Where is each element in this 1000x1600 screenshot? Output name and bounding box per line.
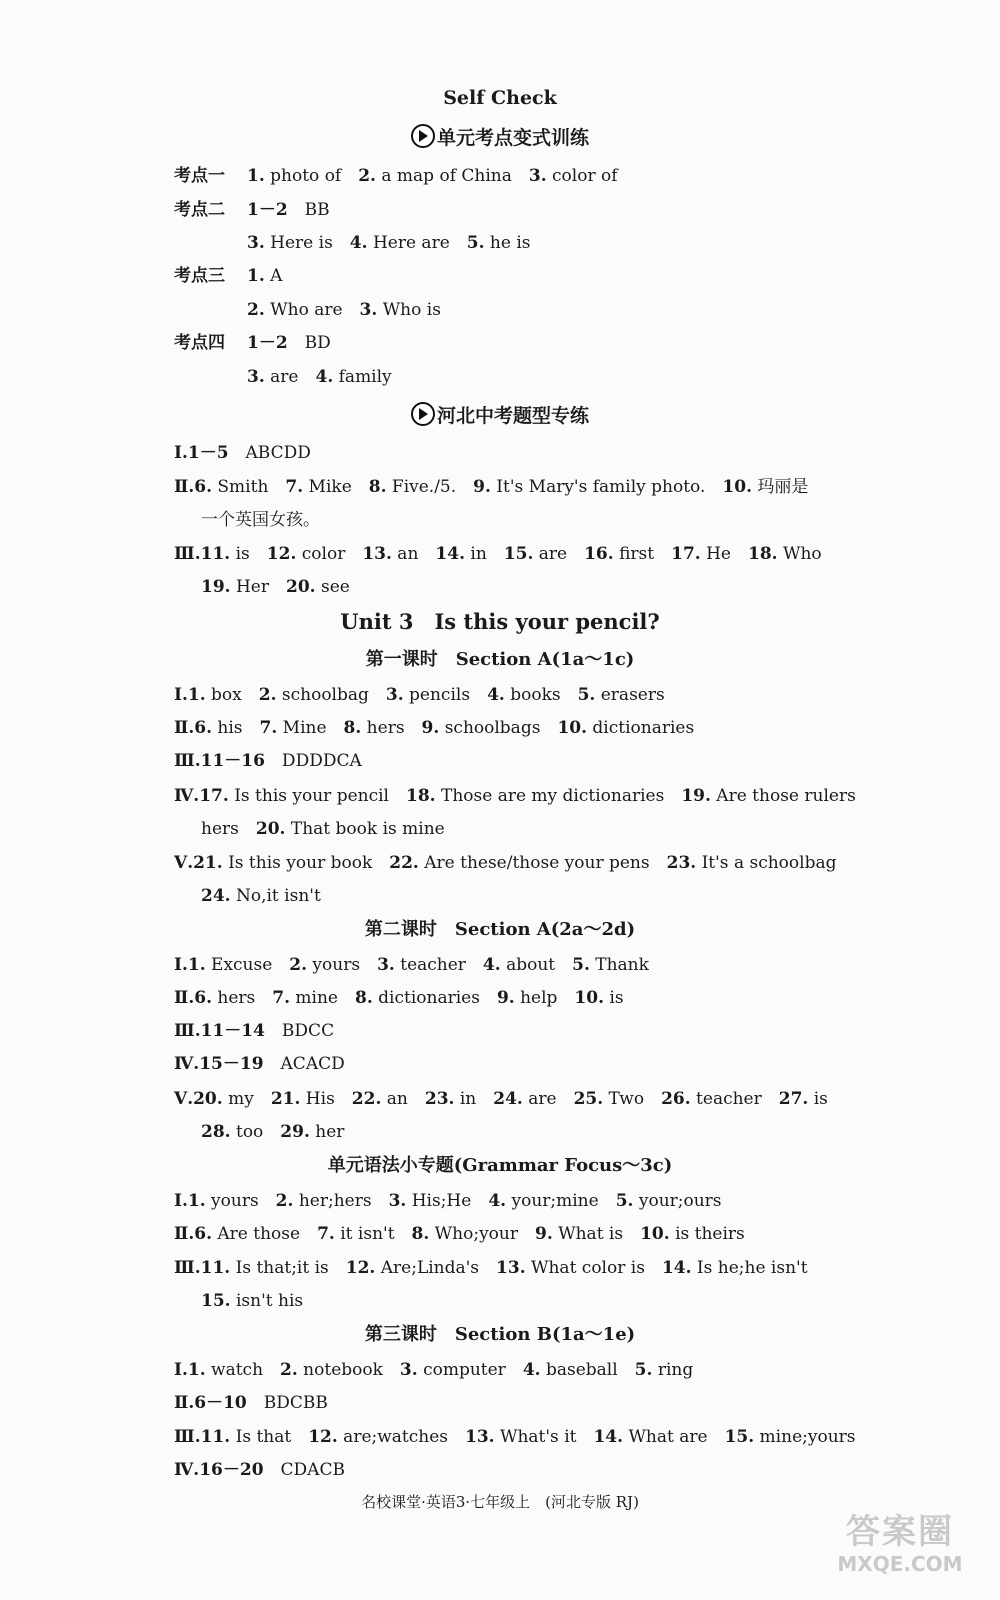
question-number: 8.: [355, 988, 373, 1008]
answer-text: about: [500, 955, 573, 975]
question-number: Ⅱ.6.: [174, 988, 212, 1008]
answer-text: schoolbag: [276, 685, 386, 705]
lesson1-heading: 第一课时 Section A(1a～1c): [365, 649, 635, 670]
answer-text: Are those rulers: [710, 786, 856, 806]
question-number: 12.: [308, 1427, 338, 1447]
question-number: 10.: [557, 718, 588, 738]
answer-text: ring: [652, 1360, 694, 1380]
question-number: 14.: [661, 1258, 692, 1278]
answer-text: He: [700, 544, 748, 564]
answer-text: Is this your book: [222, 853, 390, 873]
answer-text: photo of: [264, 166, 359, 186]
answer-text: Here are: [367, 233, 467, 253]
answer-text: It's Mary's family photo.: [490, 477, 723, 497]
question-number: 1－2: [247, 333, 288, 353]
question-number: 9.: [421, 718, 440, 738]
question-number: Ⅰ.1－5: [174, 443, 229, 463]
answer-text: What are: [623, 1427, 725, 1447]
answer-text: Is this your pencil: [228, 786, 406, 806]
watermark-logo: 答案圈 MXQE.COM: [837, 1512, 963, 1576]
answer-text: teacher: [394, 955, 483, 975]
question-number: Ⅱ.6.: [174, 1224, 212, 1244]
answer-text: your;ours: [633, 1191, 722, 1211]
answer-text: mine;yours: [754, 1427, 856, 1447]
question-number: Ⅳ.15－19: [174, 1054, 264, 1074]
answer-text: What is: [552, 1224, 641, 1244]
question-number: 15.: [201, 1291, 231, 1311]
answer-text: Who;your: [429, 1224, 535, 1244]
question-number: 23.: [666, 853, 697, 873]
question-number: 3.: [528, 166, 547, 186]
answer-text: in: [464, 544, 504, 564]
answer-text: Mike: [303, 477, 369, 497]
question-number: 15.: [503, 544, 534, 564]
question-number: 21.: [270, 1089, 301, 1109]
question-number: 17.: [671, 544, 701, 564]
question-number: 29.: [280, 1122, 310, 1142]
answer-text: her;hers: [293, 1191, 389, 1211]
answer-text: it isn't: [334, 1224, 412, 1244]
question-number: 15.: [724, 1427, 755, 1447]
question-number: 4.: [488, 1191, 507, 1211]
question-number: 4.: [487, 685, 505, 705]
question-number: 5.: [466, 233, 485, 253]
answer-text: he is: [484, 233, 531, 253]
question-number: 16.: [584, 544, 614, 564]
question-number: 5.: [572, 955, 590, 975]
page-title: Self Check: [443, 87, 557, 109]
question-number: 28.: [201, 1122, 231, 1142]
question-number: 13.: [465, 1427, 495, 1447]
question-number: 3.: [399, 1360, 418, 1380]
answer-text: BDCBB: [246, 1393, 328, 1413]
answer-text: teacher: [690, 1089, 779, 1109]
answer-text: computer: [417, 1360, 523, 1380]
answer-text: Mine: [277, 718, 344, 738]
question-number: Ⅲ.11－14: [174, 1021, 265, 1041]
answer-text: baseball: [540, 1360, 635, 1380]
question-number: 19.: [681, 786, 711, 806]
question-number: Ⅳ.16－20: [174, 1460, 264, 1480]
question-number: 22.: [389, 853, 419, 873]
question-number: Ⅱ.6－10: [174, 1393, 247, 1413]
question-number: 27.: [778, 1089, 809, 1109]
answer-text: Is that;it is: [230, 1258, 346, 1278]
answer-text: first: [613, 544, 672, 564]
unit-title: Unit 3 Is this your pencil?: [340, 609, 660, 634]
answer-text: mine: [290, 988, 355, 1008]
answer-text: Those are my dictionaries: [435, 786, 682, 806]
question-number: 4.: [482, 955, 501, 975]
question-number: 3.: [247, 233, 265, 253]
answer-text: schoolbags: [439, 718, 558, 738]
answer-text: No,it isn't: [230, 886, 321, 906]
question-number: 10.: [574, 988, 604, 1008]
question-number: 4.: [349, 233, 368, 253]
question-number: 2.: [258, 685, 277, 705]
question-number: Ⅰ.1.: [174, 685, 206, 705]
question-number: Ⅳ.17.: [174, 786, 229, 806]
question-number: 22.: [351, 1089, 382, 1109]
answer-text: is: [604, 988, 624, 1008]
answer-text: Smith: [212, 477, 286, 497]
question-number: 10.: [640, 1224, 670, 1244]
answer-text: are: [522, 1089, 574, 1109]
answer-page: Self Check 单元考点变式训练 考点一 1. photo of 2. a map of China 3. color of 考点二 1－2 BB 3. Here is 4. Here are 5. he is 考点三 1. A 2. Who are 3. Who is 考点四 1－2 BD 3. are 4. family 河北中考题型专练 Ⅰ.1－5 ABCDD Ⅱ.6. Smith 7. Mike 8. Five./5. 9. It's Mary's family photo. 10. 玛丽是 一个英国女孩。 Ⅲ.11. is 12. color 13. an 14. in 15. are 16. first 17. He 18. Who 19. Her 20. see Unit 3 Is this your pencil? 第一课时 Section A(1a～1c) Ⅰ.1. box 2. schoolbag 3. pencils 4. books 5. erasers Ⅱ.6. his 7. Mine 8. hers 9. schoolbags 10. dictionaries Ⅲ.11－16 DDDDCA Ⅳ.17. Is this your pencil 18. Those are my dictionaries 19. Are those rulers hers 20. That book is mine Ⅴ.21. Is this your book 22. Are these/those your pens 23. It's a schoolbag 24. No,it isn't 第二课时 Section A(2a～2d) Ⅰ.1. Excuse 2. yours 3. teacher 4. about 5. Thank Ⅱ.6. hers 7. mine 8. dictionaries 9. help 10. is Ⅲ.11－14 BDCC Ⅳ.15－19 ACACD Ⅴ.20. my 21. His 22. an 23. in 24. are 25. Two 26. teacher 27. is 28. too 29. her 单元语法小专题(Grammar Focus～3c) Ⅰ.1. yours 2. her;hers 3. His;He 4. your;mine 5. your;ours Ⅱ.6. Are those 7. it isn't 8. Who;your 9. What is 10. is theirs Ⅲ.11. Is that;it is 12. Are;Linda's 13. What color is 14. Is he;he isn't 15. isn't his 第三课时 Section B(1a～1e) Ⅰ.1. watch 2. notebook 3. computer 4. baseball 5. ring Ⅱ.6－10 BDCBB Ⅲ.11. Is that 12. are;watches 13. What's it 14. What are 15. mine;yours Ⅳ.16－20 CDACB 名校课堂·英语3·七年级上 (河北专版 RJ) 答案圈 MXQE.COM: [0, 0, 1000, 1600]
question-number: 7.: [317, 1224, 335, 1244]
answer-text: Five./5.: [386, 477, 474, 497]
question-number: 25.: [573, 1089, 604, 1109]
question-number: 9.: [496, 988, 515, 1008]
question-number: Ⅴ.20.: [174, 1089, 223, 1109]
answer-text: Who: [777, 544, 822, 564]
question-number: Ⅰ.1.: [174, 1360, 206, 1380]
page-footer: 名校课堂·英语3·七年级上 (河北专版 RJ): [361, 1493, 639, 1511]
question-number: 20.: [255, 819, 286, 839]
answer-text: yours: [205, 1191, 276, 1211]
answer-text: watch: [205, 1360, 281, 1380]
answer-text: isn't his: [230, 1291, 304, 1311]
answer-text: CDACB: [263, 1460, 345, 1480]
answer-text: an: [391, 544, 436, 564]
question-number: 7.: [259, 718, 278, 738]
answer-text: are: [533, 544, 585, 564]
question-number: 2.: [247, 300, 265, 320]
question-number: 9.: [473, 477, 491, 497]
question-number: 4.: [522, 1360, 541, 1380]
lesson2-heading: 第二课时 Section A(2a～2d): [364, 919, 636, 940]
lesson3-heading: 第三课时 Section B(1a～1e): [364, 1324, 636, 1345]
question-number: 19.: [201, 577, 231, 597]
answer-text: notebook: [297, 1360, 400, 1380]
question-number: Ⅲ.11.: [174, 1258, 231, 1278]
answer-text: His;He: [406, 1191, 489, 1211]
question-number: 12.: [345, 1258, 376, 1278]
answer-text: erasers: [595, 685, 665, 705]
arrow-circle-icon: [411, 124, 435, 148]
answer-text: box: [205, 685, 259, 705]
question-number: 1－2: [247, 200, 288, 220]
question-number: 5.: [634, 1360, 653, 1380]
grammar-heading: 单元语法小专题(Grammar Focus～3c): [327, 1155, 673, 1176]
question-number: Ⅲ.11－16: [174, 751, 265, 771]
question-number: 12.: [266, 544, 297, 564]
answer-text: DDDDCA: [264, 751, 362, 771]
question-number: 23.: [424, 1089, 455, 1109]
answer-text: dictionaries: [587, 718, 695, 738]
question-number: 13.: [362, 544, 392, 564]
answer-text: books: [504, 685, 578, 705]
question-number: 3.: [359, 300, 378, 320]
question-number: 18.: [747, 544, 778, 564]
question-number: 4.: [315, 367, 334, 387]
question-number: 20.: [286, 577, 316, 597]
answer-text: BDCC: [264, 1021, 335, 1041]
answer-text: Two: [603, 1089, 662, 1109]
answer-text: What color is: [525, 1258, 662, 1278]
arrow-circle-icon: [411, 402, 435, 426]
question-number: Ⅱ.6.: [174, 718, 212, 738]
answer-text: help: [514, 988, 575, 1008]
question-number: 14.: [593, 1427, 624, 1447]
question-number: 3.: [377, 955, 395, 975]
answer-text: my: [222, 1089, 271, 1109]
section-heading-hebei: 河北中考题型专练: [0, 402, 1000, 428]
answer-text: Is that: [230, 1427, 309, 1447]
answer-text: What's it: [494, 1427, 594, 1447]
question-number: 26.: [661, 1089, 691, 1109]
answer-text: Are those: [212, 1224, 318, 1244]
answer-text: his: [212, 718, 260, 738]
answer-text: Who is: [377, 300, 441, 320]
answer-text: too: [230, 1122, 281, 1142]
answer-text: Are;Linda's: [375, 1258, 497, 1278]
answer-text: color: [296, 544, 363, 564]
question-number: 2.: [289, 955, 308, 975]
answer-text: are: [264, 367, 316, 387]
question-number: 24.: [201, 886, 231, 906]
question-number: 8.: [343, 718, 362, 738]
answer-text: That book is mine: [285, 819, 445, 839]
answer-text: is: [808, 1089, 828, 1109]
question-number: 3.: [247, 367, 265, 387]
answer-text: is: [230, 544, 267, 564]
answer-text: color of: [546, 166, 618, 186]
question-number: Ⅰ.1.: [174, 1191, 206, 1211]
answer-text: ACACD: [263, 1054, 345, 1074]
answer-text: hers: [361, 718, 422, 738]
answer-text: A: [264, 266, 283, 286]
question-number: 8.: [411, 1224, 430, 1244]
answer-text: hers: [201, 819, 256, 839]
question-number: 14.: [435, 544, 465, 564]
answer-text: yours: [307, 955, 378, 975]
question-number: 7.: [272, 988, 291, 1008]
answer-text: Is he;he isn't: [691, 1258, 808, 1278]
question-number: 2.: [275, 1191, 294, 1211]
question-number: 3.: [385, 685, 404, 705]
answer-text: 玛丽是: [751, 477, 809, 497]
question-number: 24.: [493, 1089, 523, 1109]
answer-text: Are these/those your pens: [418, 853, 667, 873]
answer-text: her: [309, 1122, 345, 1142]
question-number: 5.: [577, 685, 596, 705]
question-number: 1.: [247, 166, 265, 186]
answer-text: in: [454, 1089, 494, 1109]
answer-text: see: [315, 577, 350, 597]
answer-text: your;mine: [506, 1191, 616, 1211]
question-number: 10.: [722, 477, 752, 497]
answer-text: family: [333, 367, 392, 387]
answer-text: are;watches: [337, 1427, 466, 1447]
answer-text: BB: [287, 200, 330, 220]
answer-text: ABCDD: [228, 443, 311, 463]
question-number: Ⅲ.11.: [174, 1427, 231, 1447]
answer-text: pencils: [403, 685, 488, 705]
question-number: 13.: [496, 1258, 526, 1278]
question-number: 8.: [368, 477, 387, 497]
question-number: 2.: [280, 1360, 298, 1380]
answer-text: dictionaries: [372, 988, 497, 1008]
question-number: 3.: [388, 1191, 407, 1211]
answer-text: 一个英国女孩。: [201, 510, 320, 530]
answer-text: Here is: [264, 233, 350, 253]
section-heading-unit-test: 单元考点变式训练: [0, 124, 1000, 150]
question-number: 7.: [285, 477, 304, 497]
question-number: Ⅲ.11.: [174, 544, 231, 564]
question-number: 5.: [615, 1191, 634, 1211]
answer-text: a map of China: [375, 166, 529, 186]
answer-text: BD: [287, 333, 331, 353]
answer-text: Who are: [264, 300, 360, 320]
question-number: 1.: [247, 266, 265, 286]
answer-text: is theirs: [669, 1224, 745, 1244]
answer-text: His: [300, 1089, 352, 1109]
question-number: 9.: [534, 1224, 553, 1244]
answer-text: Her: [230, 577, 286, 597]
answer-text: an: [381, 1089, 425, 1109]
answer-text: Thank: [589, 955, 649, 975]
question-number: 2.: [358, 166, 376, 186]
answer-text: Excuse: [205, 955, 290, 975]
question-number: Ⅱ.6.: [174, 477, 212, 497]
answer-text: hers: [212, 988, 273, 1008]
answer-text: It's a schoolbag: [696, 853, 837, 873]
question-number: 18.: [406, 786, 436, 806]
question-number: Ⅴ.21.: [174, 853, 223, 873]
question-number: Ⅰ.1.: [174, 955, 206, 975]
